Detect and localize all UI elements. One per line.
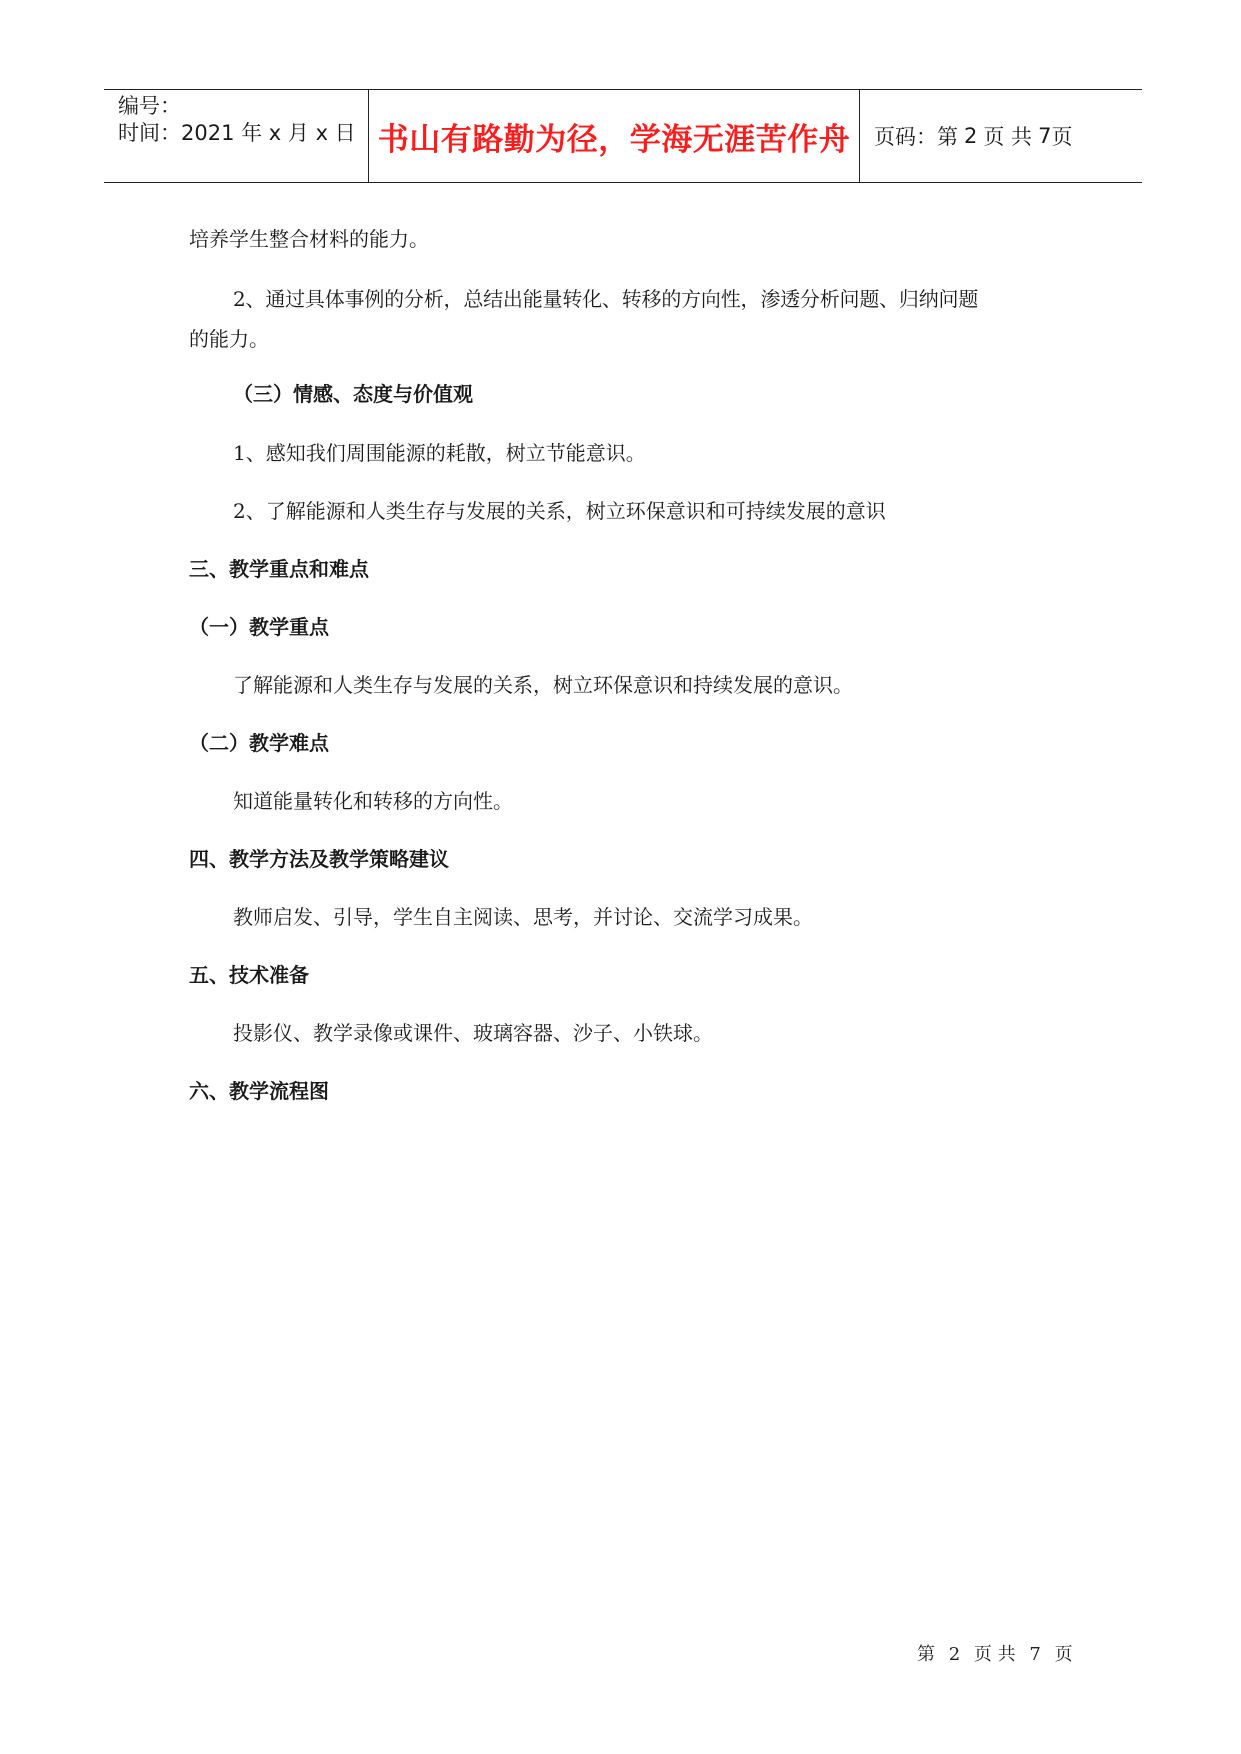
paragraph-line: 知道能量转化和转移的方向性。 <box>233 789 513 813</box>
page-total: 7 <box>1038 124 1052 148</box>
page-footer <box>917 1640 1073 1666</box>
section-heading: 三、教学重点和难点 <box>189 557 369 581</box>
paragraph-line: 1、感知我们周围能源的耗散，树立节能意识。 <box>233 441 646 465</box>
section-heading: 五、技术准备 <box>189 963 309 987</box>
document-header <box>104 89 1142 183</box>
section-subheading: （二）教学难点 <box>189 731 329 755</box>
footer-mid: 页 共 <box>973 1644 1016 1665</box>
footer-current-page: 2 <box>948 1644 961 1665</box>
footer-total-pages: 7 <box>1029 1644 1041 1665</box>
section-heading: 四、教学方法及教学策略建议 <box>189 847 449 871</box>
page-end-label: 页 <box>1051 125 1073 149</box>
page-label: 页码：第 <box>874 125 958 149</box>
header-page-cell <box>860 90 1142 182</box>
serial-number-label: 编号： <box>118 94 181 118</box>
footer-suffix: 页 <box>1054 1644 1073 1665</box>
section-subheading: （一）教学重点 <box>189 615 329 639</box>
paragraph-line: 2、通过具体事例的分析，总结出能量转化、转移的方向性，渗透分析问题、归纳问题 <box>233 287 979 311</box>
header-motto-cell <box>369 90 860 182</box>
paragraph-line: 教师启发、引导，学生自主阅读、思考，并讨论、交流学习成果。 <box>233 905 813 929</box>
paragraph-line: 投影仪、教学录像或课件、玻璃容器、沙子、小铁球。 <box>233 1021 713 1045</box>
paragraph-line: 培养学生整合材料的能力。 <box>189 227 429 251</box>
footer-prefix: 第 <box>917 1644 935 1665</box>
date-label: 时间：2021 年 x 月 x 日 <box>118 121 356 145</box>
page-mid-label: 页 共 <box>983 125 1033 149</box>
section-heading: 六、教学流程图 <box>189 1079 329 1103</box>
page-current: 2 <box>964 124 978 148</box>
paragraph-line: 的能力。 <box>189 327 269 351</box>
paragraph-line: 了解能源和人类生存与发展的关系，树立环保意识和持续发展的意识。 <box>233 673 853 697</box>
paragraph-line: 2、了解能源和人类生存与发展的关系，树立环保意识和可持续发展的意识 <box>233 499 886 523</box>
motto-text: 书山有路勤为径，学海无涯苦作舟 <box>377 121 851 158</box>
section-subheading: （三）情感、态度与价值观 <box>233 382 473 406</box>
header-meta-cell <box>104 90 369 182</box>
